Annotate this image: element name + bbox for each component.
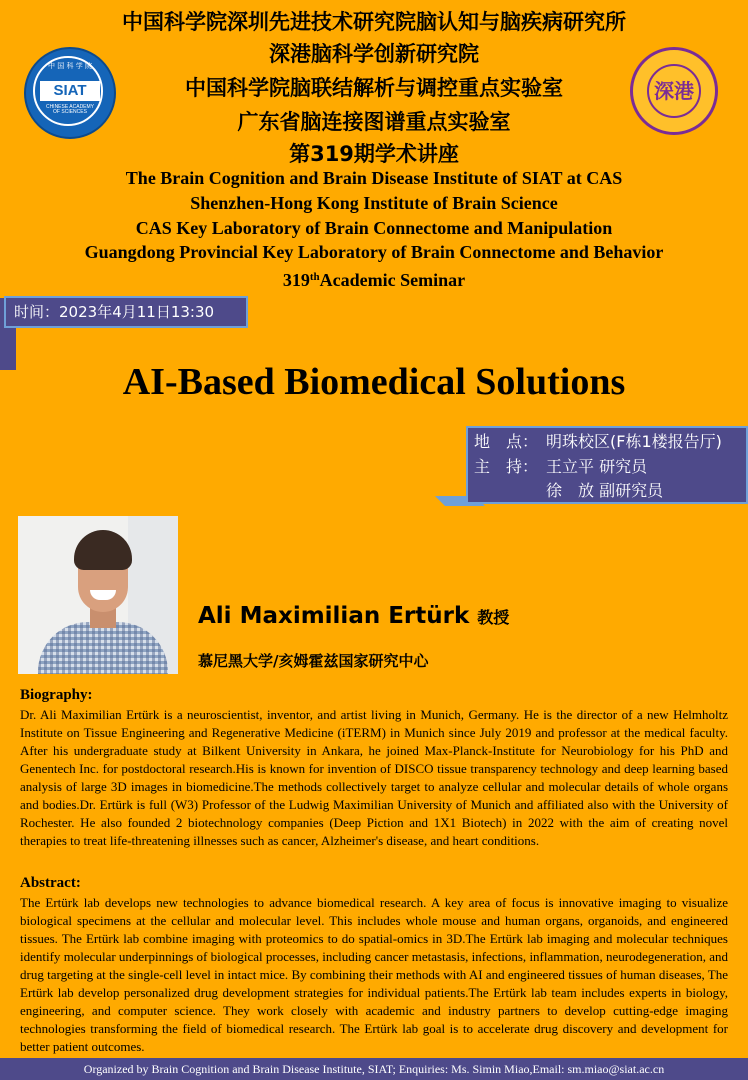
venue-box <box>466 426 748 504</box>
header-en-line-2: Shenzhen-Hong Kong Institute of Brain Science <box>190 193 558 213</box>
header-en-line-1: The Brain Cognition and Brain Disease Institute of SIAT at CAS <box>125 168 623 188</box>
speaker-name-line <box>198 598 509 636</box>
biography-heading: Biography: <box>20 687 93 703</box>
header-en-line-4: Guangdong Provincial Key Laboratory of Brain Connectome and Behavior <box>84 242 664 262</box>
seminar-sup: th <box>309 271 320 283</box>
logo-top-text: 中 国 科 学 院 <box>48 62 92 70</box>
header-cn-line-4: 广东省脑连接图谱重点实验室 <box>237 110 511 134</box>
venue-place-row <box>474 430 722 454</box>
seminar-line <box>0 265 748 293</box>
venue-place-label: 地 点： <box>474 432 539 451</box>
time-value: 2023年4月11日13:30 <box>59 303 215 321</box>
time-label: 时间： <box>14 303 60 321</box>
speaker-photo <box>18 516 178 674</box>
footer: Organized by Brain Cognition and Brain Disease Institute, SIAT; Enquiries: Ms. Simin Miao,Email: sm.miao@siat.ac.cn <box>0 1058 748 1080</box>
speaker-affiliation: 慕尼黑大学/亥姆霍兹国家研究中心 <box>198 652 429 670</box>
brain-logo-mark: 深港 <box>647 64 701 118</box>
abstract-text: The Ertürk lab develops new technologies to advance biomedical research. A key area of focus is innovative imaging to visualize biological specimens at the cellular and molecular level. This includes whole mouse and human organs, organoids, and engineered tissues. The Ertürk lab combine imaging with proteomics to do spatial-omics in 3D.The Ertürk lab imaging and molecular techniques identify molecular underpinnings of biological processes, including cancer metastasis, infections, inflammation, neurodegeneration, and drug targeting at the single-cell level in intact mice. By combining their methods with AI and engineered tissues of human diseases, The Ertürk lab develop personalized drug development strategies for individual patients.The Ertürk lab team includes experts in biology, engineering, and computer science. They work closely with academic and industry partners to develop cutting-edge imaging technologies transforming the field of biomedical research. The Ertürk lab goal is to accelerate drug discovery and development for better patient outcomes. <box>20 895 728 1054</box>
seminar-number: 319 <box>282 270 310 290</box>
logo-small-text: CHINESE ACADEMY OF SCIENCES <box>45 104 95 115</box>
venue-host-label: 主 持： <box>474 457 539 476</box>
venue-host-row-2 <box>474 479 663 503</box>
venue-host-1: 王立平 研究员 <box>546 457 648 476</box>
speaker-rank: 教授 <box>477 608 510 627</box>
header-cn-line-3: 中国科学院脑联结解析与调控重点实验室 <box>185 76 563 100</box>
siat-logo <box>24 47 116 139</box>
header-cn-line-5: 第319期学术讲座 <box>289 142 459 166</box>
brain-institute-logo <box>630 47 718 135</box>
biography-text: Dr. Ali Maximilian Ertürk is a neuroscientist, inventor, and artist living in Munich, Germany. He is the director of a new Helmholtz Institute on Tissue Engineering and Regenerative Medicine (iTERM) in Munich since July 2019 and professor at the medical faculty. After his undergraduate study at Bilkent University in Ankara, he joined Max-Planck-Institute for Neurobiology for his PhD and Genentech Inc. for postdoctoral research.His is known for invention of DISCO tissue transparency technology and deep learning based analysis of large 3D images in biomedicine.The methods collectively target to analyze cellular and molecular details of whole organs and bodies.Dr. Ertürk is full (W3) Professor of the Ludwig Maximilian University of Munich and affiliated also with the University of Rochester. He also founded 2 biotechnology companies (Deep Piction and 1X1 Biotech) in 2022 with the aim of creating novel therapies to treat life-threatening illnesses such as cancer, Alzheimer's disease, and heart conditions. <box>20 707 728 848</box>
abstract-heading: Abstract: <box>20 875 81 891</box>
venue-host-row <box>474 455 647 479</box>
time-box <box>4 296 248 328</box>
logo-brand: SIAT <box>40 81 100 101</box>
seminar-suffix: Academic Seminar <box>319 270 466 290</box>
header-cn-line-2: 深港脑科学创新研究院 <box>269 42 479 66</box>
header-cn-line-1: 中国科学院深圳先进技术研究院脑认知与脑疾病研究所 <box>122 10 626 34</box>
talk-title: AI-Based Biomedical Solutions <box>122 361 626 403</box>
header-en-line-3: CAS Key Laboratory of Brain Connectome and Manipulation <box>135 218 613 238</box>
speaker-name: Ali Maximilian Ertürk <box>198 603 470 629</box>
venue-host-2: 徐 放 副研究员 <box>546 481 664 500</box>
venue-place-value: 明珠校区(F栋1楼报告厅) <box>546 432 722 451</box>
